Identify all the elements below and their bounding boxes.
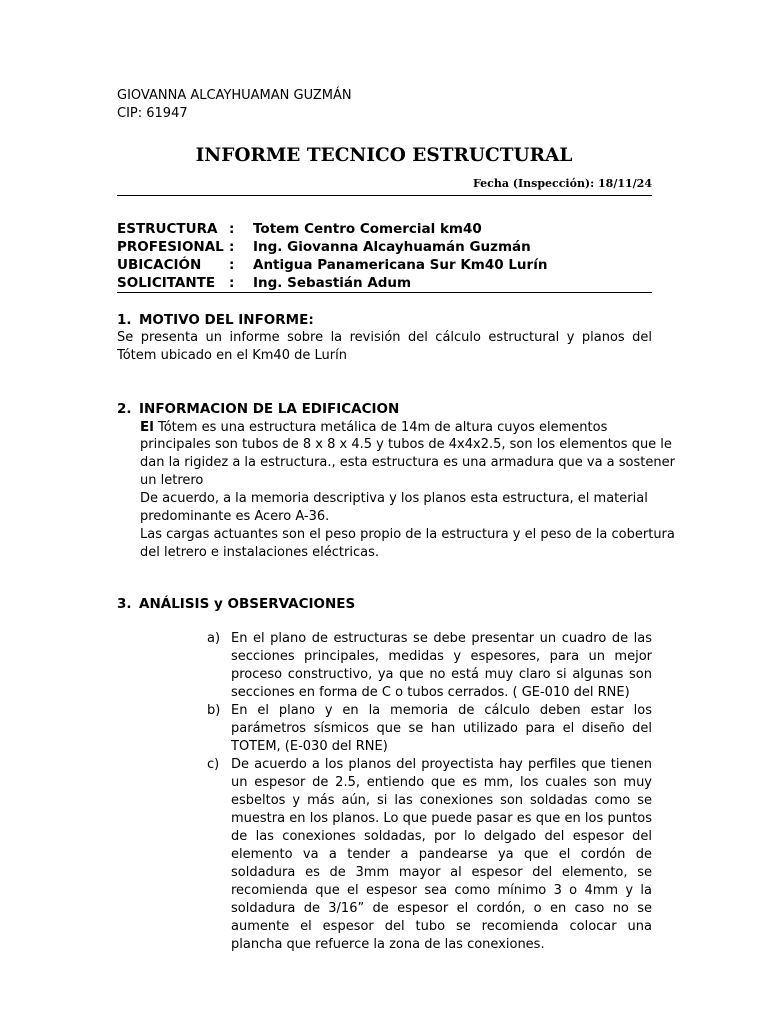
- section-heading: [117, 400, 399, 418]
- body-line: dan la rigidez a la estructura., esta estructura es una armadura que va a sostener: [140, 455, 675, 470]
- item-text: En el plano y en la memoria de cálculo deben estar los parámetros sísmicos que se han utilizado para el diseño del TOTEM, (E-030 del RNE): [231, 703, 652, 754]
- section-title: ANÁLISIS y OBSERVACIONES: [139, 596, 356, 612]
- info-label: PROFESIONAL: [117, 239, 224, 255]
- list-item: [207, 630, 652, 702]
- inspection-date: Fecha (Inspección): 18/11/24: [472, 177, 652, 190]
- info-label: ESTRUCTURA: [117, 221, 218, 237]
- section-heading: [117, 595, 355, 613]
- info-value: Totem Centro Comercial km40: [253, 221, 482, 237]
- lead-word: El: [140, 419, 154, 435]
- info-row: [117, 256, 652, 274]
- item-label: a): [207, 631, 221, 646]
- info-row: [117, 220, 652, 238]
- info-row: [117, 238, 652, 256]
- list-item: [207, 702, 652, 756]
- info-separator: :: [229, 275, 235, 291]
- body-line: predominante es Acero A-36.: [140, 509, 330, 524]
- body-line: principales son tubos de 8 x 8 x 4.5 y tubos de 4x4x2.5, son los elementos que le: [140, 437, 672, 452]
- item-text: En el plano de estructuras se debe presentar un cuadro de las secciones principales, medidas y espesores, para un mejor proceso constructivo, ya que no está muy claro si algunas son secciones en forma de C o tubos cerrados. ( GE-010 del RNE): [231, 631, 652, 700]
- author-name: GIOVANNA ALCAYHUAMAN GUZMÁN: [117, 88, 352, 103]
- info-value: Ing. Giovanna Alcayhuamán Guzmán: [253, 239, 531, 255]
- observations-list: [207, 630, 652, 954]
- section-heading: [117, 311, 314, 329]
- item-label: c): [207, 757, 220, 772]
- info-table: [117, 220, 652, 292]
- body-line: un letrero: [140, 473, 204, 488]
- author-cip: CIP: 61947: [117, 106, 188, 121]
- body-line: De acuerdo, a la memoria descriptiva y los planos esta estructura, el material: [140, 491, 648, 506]
- info-divider: [117, 292, 652, 293]
- body-line: El Tótem es una estructura metálica de 14m de altura cuyos elementos: [140, 419, 608, 435]
- section-title: MOTIVO DEL INFORME:: [139, 312, 314, 328]
- section-title: INFORMACION DE LA EDIFICACION: [139, 401, 400, 417]
- title-divider: [117, 195, 652, 196]
- section-body: Se presenta un informe sobre la revisión del cálculo estructural y planos del Tótem ubicado en el Km40 de Lurín: [117, 330, 652, 363]
- section-number: 3.: [117, 596, 132, 612]
- list-item: [207, 756, 652, 954]
- body-line: del letrero e instalaciones eléctricas.: [140, 545, 379, 560]
- info-value: Antigua Panamericana Sur Km40 Lurín: [253, 257, 548, 273]
- section-number: 1.: [117, 312, 132, 328]
- section-number: 2.: [117, 401, 132, 417]
- author-block: [117, 87, 352, 123]
- info-row: [117, 274, 652, 292]
- info-value: Ing. Sebastián Adum: [253, 275, 412, 291]
- section-body: [140, 418, 675, 562]
- item-text: De acuerdo a los planos del proyectista hay perfiles que tienen un espesor de 2.5, entiendo que es mm, los cuales son muy esbeltos y más aún, si las conexiones son soldadas como se muestra en los planos. Lo que puede pasar es que en los puntos de las conexiones soldadas, por lo delgado del espesor del elemento va a tender a pandearse ya que el cordón de soldadura es de 3mm mayor al espesor del elemento, se recomienda que el espesor sea como mínimo 3 o 4mm y la soldadura de 3/16” de espesor el cordón, o en caso no se aumente el espesor del tubo se recomienda colocar una plancha que refuerce la zona de las conexiones.: [231, 757, 652, 952]
- item-label: b): [207, 703, 221, 718]
- info-label: UBICACIÓN: [117, 257, 202, 273]
- info-label: SOLICITANTE: [117, 275, 216, 291]
- info-separator: :: [229, 221, 235, 237]
- report-title: INFORME TECNICO ESTRUCTURAL: [195, 145, 573, 166]
- info-separator: :: [229, 257, 235, 273]
- body-line: Las cargas actuantes son el peso propio de la estructura y el peso de la cobertura: [140, 527, 675, 542]
- info-separator: :: [229, 239, 235, 255]
